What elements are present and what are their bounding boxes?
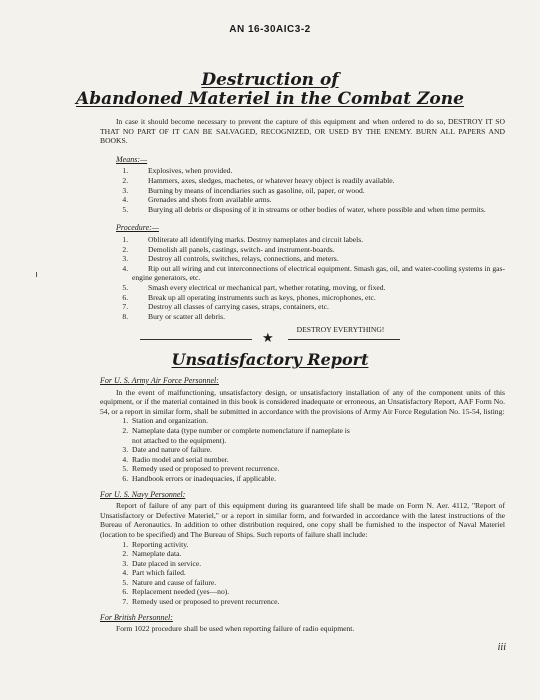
means-list xyxy=(100,166,505,214)
navy-text: Report of failure of any part of this equipment during its guaranteed life shall be made on Form N. Aer. 4112, "Report of Unsatisfactory or Defective Materiel," or a report in similar form, and forwarded in accordance with the latest instructions of the Bureau of Aeronautics. In addition to other distribution required, one copy shall be furnished to the inspector of Naval Materiel (location to be specified) and The Bureau of Ships. Such reports of failure shall include: xyxy=(100,501,505,539)
list-item: 2. Demolish all panels, castings, switch- and instrument-boards. xyxy=(130,245,505,255)
list-item: 4. Rip out all wiring and cut interconnections of electrical equipment. Smash gas, oil, and water-cooling systems in gas-engine generators, etc. xyxy=(130,264,505,283)
list-item: 2. Nameplate data (type number or complete nomenclature if nameplate is not attached to the equipment). xyxy=(130,426,505,445)
list-item: 1. Obliterate all identifying marks. Destroy nameplates and circuit labels. xyxy=(130,235,505,245)
british-text: Form 1022 procedure shall be used when reporting failure of radio equipment. xyxy=(116,624,355,634)
destruction-title-line1: Destruction of xyxy=(201,70,339,90)
destroy-everything: DESTROY EVERYTHING! xyxy=(296,325,385,335)
list-item: 1. Reporting activity. xyxy=(130,540,505,550)
list-item: 1. Explosives, when provided. xyxy=(130,166,505,176)
list-item: 6. Replacement needed (yes—no). xyxy=(130,587,505,597)
destruction-section xyxy=(100,117,505,335)
list-item: 2. Hammers, axes, sledges, machetes, or whatever heavy object is readily available. xyxy=(130,176,505,186)
list-item: 5. Burying all debris or disposing of it in streams or other bodies of water, where possible and when time permits. xyxy=(130,205,505,215)
report-section xyxy=(100,376,505,634)
list-item: 3. Burning by means of incendiaries such as gasoline, oil, paper, or wood. xyxy=(130,186,505,196)
list-item: 4. Part which failed. xyxy=(130,568,505,578)
report-title: Unsatisfactory Report xyxy=(171,350,369,369)
british-label: For British Personnel: xyxy=(100,612,173,622)
procedure-list xyxy=(100,235,505,321)
aaf-list xyxy=(100,416,505,483)
list-item: 1. Station and organization. xyxy=(130,416,505,426)
list-item: 3. Destroy all controls, switches, relays, connections, and meters. xyxy=(130,254,505,264)
divider-line xyxy=(288,339,400,340)
list-item: 4. Radio model and serial number. xyxy=(130,455,505,465)
list-item: 7. Destroy all classes of carrying cases, straps, containers, etc. xyxy=(130,302,505,312)
margin-mark xyxy=(36,272,37,277)
divider-line xyxy=(140,339,252,340)
list-item: 8. Bury or scatter all debris. xyxy=(130,312,505,322)
list-item: 4. Grenades and shots from available arms. xyxy=(130,195,505,205)
list-item: 5. Nature and cause of failure. xyxy=(130,578,505,588)
list-item: 3. Date and nature of failure. xyxy=(130,445,505,455)
page-number: iii xyxy=(497,642,506,653)
means-label: Means:— xyxy=(116,154,148,164)
list-item: 6. Break up all operating instruments such as keys, phones, microphones, etc. xyxy=(130,293,505,303)
aaf-text: In the event of malfunctioning, unsatisfactory design, or unsatisfactory installation of any of the component units of this equipment, or if the material contained in this book is considered inadequate or erroneous, an Unsatisfactory Report, AAF Form No. 54, or a report in similar form, shall be submitted in accordance with the provisions of Army Air Force Regulation No. 15-54, listing: xyxy=(100,387,505,416)
destruction-intro: In case it should become necessary to prevent the capture of this equipment and when ordered to do so, DESTROY IT SO THAT NO PART OF IT CAN BE SALVAGED, RECOGNIZED, OR USED BY THE ENEMY. BURN ALL PAPERS AND BOOKS. xyxy=(100,117,505,146)
document-number: AN 16-30AIC3-2 xyxy=(229,24,311,35)
list-item: 5. Smash every electrical or mechanical part, whether rotating, moving, or fixed. xyxy=(130,283,505,293)
list-item: 2. Nameplate data. xyxy=(130,549,505,559)
navy-label: For U. S. Navy Personnel: xyxy=(100,489,186,499)
procedure-label: Procedure:— xyxy=(116,223,159,233)
list-item: 7. Remedy used or proposed to prevent recurrence. xyxy=(130,597,505,607)
star-icon: ★ xyxy=(262,330,274,345)
navy-list xyxy=(100,540,505,607)
list-item: 5. Remedy used or proposed to prevent recurrence. xyxy=(130,464,505,474)
list-item: 6. Handbook errors or inadequacies, if applicable. xyxy=(130,474,505,484)
list-item: 3. Date placed in service. xyxy=(130,559,505,569)
destruction-title-line2: Abandoned Materiel in the Combat Zone xyxy=(76,89,464,109)
aaf-label: For U. S. Army Air Force Personnel: xyxy=(100,376,219,385)
